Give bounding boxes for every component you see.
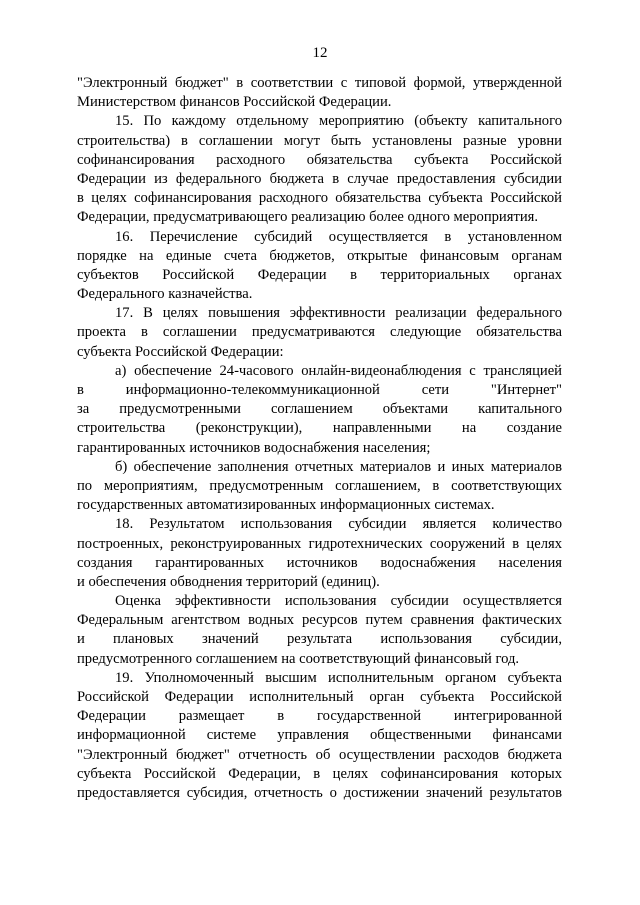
text-line: за предусмотренными соглашением объектами капитального (77, 401, 562, 418)
text-line: информационной системе управления общественными финансами (77, 727, 562, 744)
text-line: Федерации, предусматривающего реализацию более одного мероприятия. (77, 209, 539, 226)
text-line: гарантированных источников водоснабжения населения; (77, 439, 431, 456)
text-line: субъекта Российской Федерации, в целях софинансирования которых (77, 765, 562, 782)
text-line: Федерации из федерального бюджета в случае предоставления субсидии (77, 170, 562, 187)
text-line: в информационно-телекоммуникационной сети "Интернет" (77, 382, 562, 398)
text-line: государственных автоматизированных информационных системах. (77, 497, 495, 514)
text-line: и плановых значений результата использования субсидии, (77, 631, 562, 648)
text-line: 19. Уполномоченный высшим исполнительным органом субъекта (115, 669, 562, 686)
text-line: 16. Перечисление субсидий осуществляется в установленном (115, 228, 562, 245)
text-line: предоставляется субсидия, отчетность о достижении значений результатов (77, 784, 562, 801)
text-line: по мероприятиям, предусмотренным соглашением, в соответствующих (77, 477, 562, 494)
text-line: строительства (реконструкции), направленными на создание (77, 420, 562, 437)
text-line: Федерации размещает в государственной интегрированной (77, 708, 562, 725)
text-line: "Электронный бюджет" отчетность об осуществлении расходов бюджета (77, 746, 562, 763)
text-line: а) обеспечение 24-часового онлайн-видеонаблюдения с трансляцией (115, 362, 562, 379)
text-line: 17. В целях повышения эффективности реализации федерального (115, 305, 562, 322)
text-line: проекта в соглашении предусматриваются следующие обязательства (77, 324, 562, 341)
text-line: Федерального казначейства. (77, 286, 253, 303)
text-line: Оценка эффективности использования субсидии осуществляется (115, 593, 562, 610)
text-line: построенных, реконструированных гидротехнических сооружений в целях (77, 535, 562, 552)
text-line: субъекта Российской Федерации: (77, 343, 284, 360)
text-line: Российской Федерации исполнительный орган субъекта Российской (77, 689, 562, 705)
text-line: и обеспечения обводнения территорий (единиц). (77, 573, 380, 590)
text-line: софинансирования расходного обязательства субъекта Российской (77, 151, 562, 168)
text-line: строительства) в соглашении могут быть установлены разные уровни (77, 132, 562, 149)
text-line: "Электронный бюджет" в соответствии с типовой формой, утвержденной (77, 75, 562, 91)
text-line: предусмотренного соглашением на соответствующий финансовый год. (77, 650, 520, 667)
text-line: Министерством финансов Российской Федерации. (77, 94, 392, 111)
text-line: субъектов Российской Федерации в территориальных органах (77, 266, 562, 283)
text-line: 18. Результатом использования субсидии является количество (115, 516, 562, 533)
text-line: 15. По каждому отдельному мероприятию (объекту капитального (115, 113, 562, 130)
text-line: порядке на единые счета бюджетов, открытые финансовым органам (77, 247, 562, 264)
text-line: создания гарантированных источников водоснабжения населения (77, 554, 562, 571)
document-body (77, 74, 562, 803)
text-line: в целях софинансирования расходного обязательства субъекта Российской (77, 190, 562, 207)
text-line: Федеральным агентством водных ресурсов путем сравнения фактических (77, 612, 562, 629)
text-line: б) обеспечение заполнения отчетных материалов и иных материалов (115, 458, 562, 475)
page-number: 12 (312, 45, 328, 61)
